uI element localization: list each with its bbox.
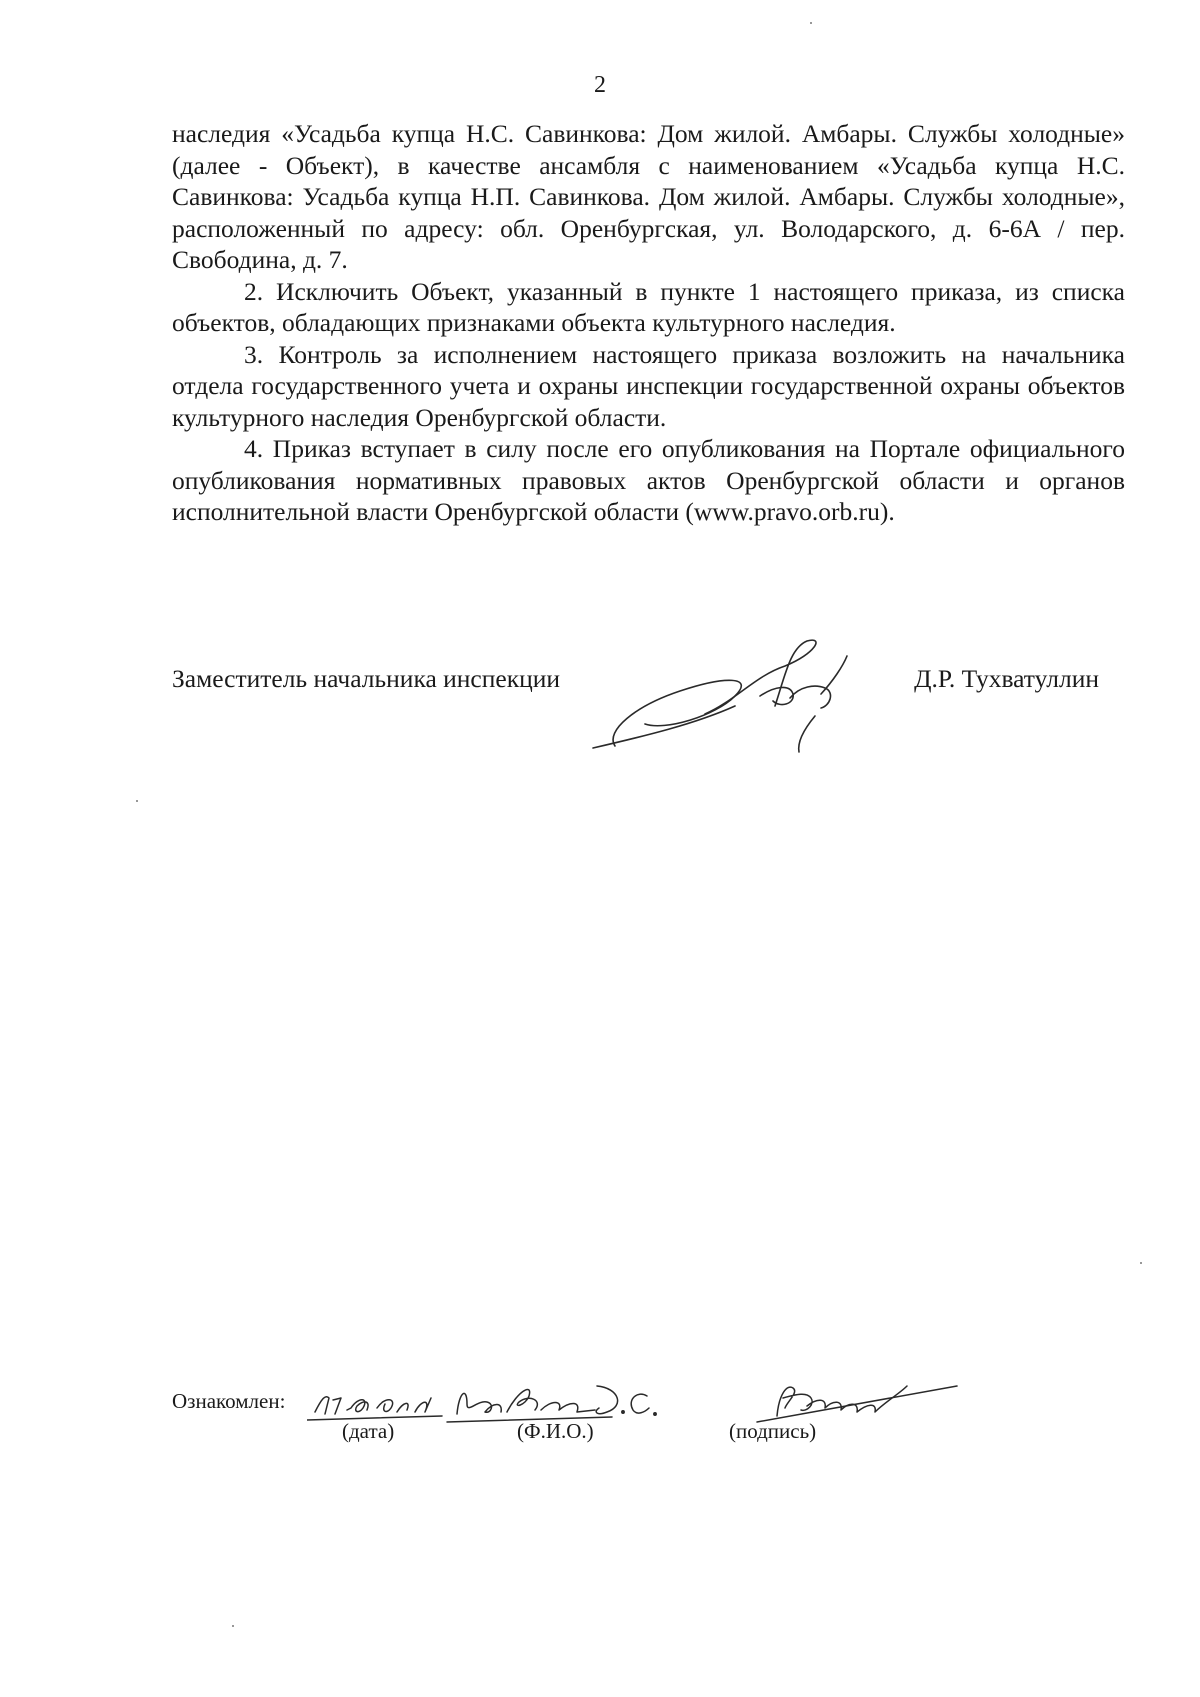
signatory-position: Заместитель начальника инспекции — [172, 664, 561, 693]
paragraph-2: 2. Исключить Объект, указанный в пункте 1 настоящего приказа, из списка объектов, обладающих признаками объекта культурного наследия. — [172, 276, 1125, 337]
acknowledgement-label: Ознакомлен: — [172, 1389, 286, 1413]
name-caption: (Ф.И.О.) — [517, 1419, 594, 1443]
scan-speck — [232, 1625, 234, 1627]
paragraph-3: 3. Контроль за исполнением настоящего приказа возложить на начальника отдела государственного учета и охраны инспекции государственной охраны объектов культурного наследия Оренбургской области. — [172, 339, 1125, 432]
scan-speck — [1140, 1262, 1142, 1264]
scan-speck — [136, 800, 138, 802]
paragraph-4: 4. Приказ вступает в силу после его опубликования на Портале официального опубликования нормативных правовых актов Оренбургской области и органов исполнительной власти Оренбургской области (www.pravo.orb.ru). — [172, 434, 1125, 526]
handwritten-signature — [585, 636, 865, 756]
acknowledgement-handwriting — [307, 1372, 967, 1432]
signatory-name: Д.Р. Тухватуллин — [914, 664, 1099, 693]
page-number: 2 — [594, 72, 606, 98]
date-caption: (дата) — [342, 1419, 395, 1443]
order-body — [172, 118, 1125, 528]
acknowledgement-block — [172, 1372, 952, 1452]
scan-speck — [810, 22, 812, 24]
paragraph-1-continuation: наследия «Усадьба купца Н.С. Савинкова: Дом жилой. Амбары. Службы холодные» (далее - Объект), в качестве ансамбля с наименованием «Усадьба купца Н.С. Савинкова: Усадьба купца Н.П. Савинкова. Дом жилой. Амбары. Службы холодные», расположенный по адресу: обл. Оренбургская, ул. Володарского, д. 6-6А / пер. Свободина, д. 7. — [172, 119, 1125, 274]
signature-caption: (подпись) — [729, 1419, 817, 1443]
